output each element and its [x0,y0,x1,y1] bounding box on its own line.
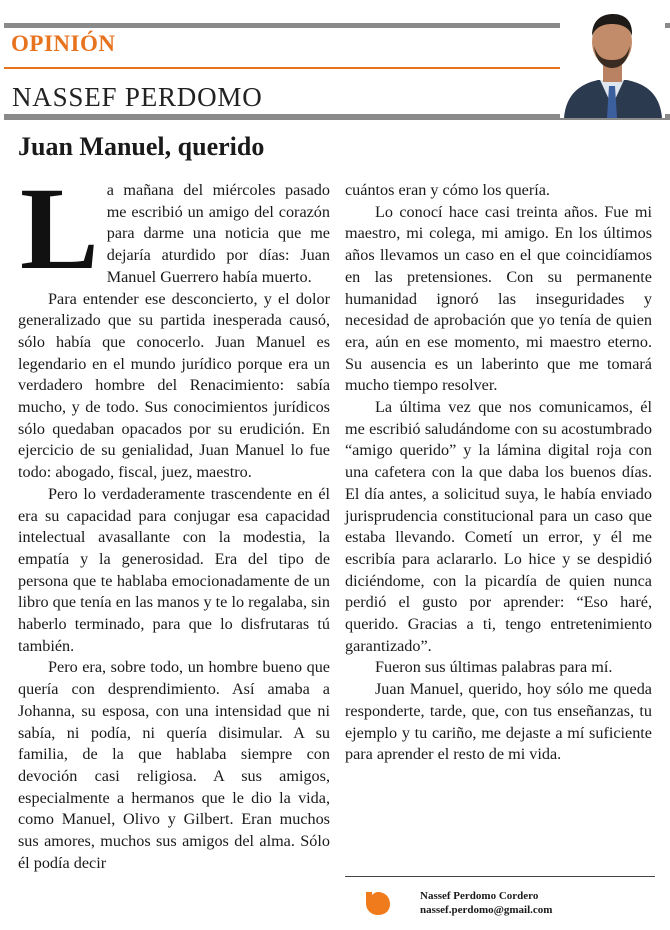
article-column-left [18,163,330,875]
drop-cap: L [20,163,99,294]
column-header [0,0,670,120]
speech-bubble-icon [363,888,393,918]
author-name: NASSEF PERDOMO [12,82,263,112]
paragraph: cuántos eran y cómo los quería. [345,181,550,199]
signature-name: Nassef Perdomo Cordero [420,890,539,902]
paragraph: La mañana del miércoles pasado me escribió un amigo del corazón para darme una noticia que me dejaría aturdido por días: Juan Manuel Guerrero había muerto. [20,163,330,294]
author-photo [560,6,665,118]
paragraph: Juan Manuel, querido, hoy sólo me queda responderte, tarde, que, con tus enseñanzas, tu ejemplo y tu cariño, me dejaste a mí suficiente para aprender el resto de mi vida. [345,680,652,764]
paragraph: Lo conocí hace casi treinta años. Fue mi maestro, mi colega, mi amigo. En los últimos años llevamos un caso en el que coincidíamos en las pretensiones. Con su permanente humanidad ignoró las inseguridades y necesidad de aprobación que yo tenía de quien era, aún en ese momento, mi maestro eterno. Su ausencia es un laberinto que me tomará mucho tiempo resolver. [345,202,652,395]
paragraph: La última vez que nos comunicamos, él me escribió saludándome con su acostumbrado “amigo querido” y la lámina digital roja con una cafetera con la que daba los buenos días. El día antes, a solicitud suya, le había enviado jurisprudencia constitucional para un caso que estaba llevando. Cometí un error, y él me escribía para aclararlo. Lo hice y se despidió diciéndome, con la picardía de quien nunca perdió el gusto por aprender: “Eso haré, querido. Gracias a ti, tengo entretenimiento garantizado”. [345,398,652,655]
signature-email[interactable]: nassef.perdomo@gmail.com [420,904,553,916]
paragraph: Fueron sus últimas palabras para mí. [375,658,613,677]
paragraph: Pero lo verdaderamente trascendente en él era su capacidad para conjugar esa capacidad intelectual avasallante con la modestia, la empatía y la generosidad. Era del tipo de persona que te hablaba emocionadamente de un libro que tenía en las manos y te lo regalaba, sin haberlo terminado, para que lo disfrutaras tú también. [18,484,330,655]
signature-rule [345,876,655,877]
article-column-right [345,180,652,766]
article-title: Juan Manuel, querido [18,132,265,161]
paragraph: Pero era, sobre todo, un hombre bueno que quería con desprendimiento. Así amaba a Johanna, su esposa, con una intensidad que ni sabía, ni podía, ni quería disimular. A su familia, de la que hablaba siempre con devoción casi religiosa. A sus amigos, especialmente a hermanos que le dio la vida, como Manuel, Olivo y Gilbert. Eran muchos sus amores, muchos sus amigos del alma. Sólo él podía decir [18,658,330,872]
accent-rule [4,67,564,69]
section-label: OPINIÓN [11,31,116,56]
paragraph: Para entender ese desconcierto, y el dolor generalizado que su partida inesperada causó, sólo había que conocerlo. Juan Manuel es legendario en el mundo jurídico porque era un verdadero hombre del Renacimiento: sabía mucho, y de todo. Sus conocimientos jurídicos sólo quedaban opacados por su erudición. En ejercicio de su genialidad, Juan Manuel lo fue todo: abogado, fiscal, juez, maestro. [18,289,330,482]
